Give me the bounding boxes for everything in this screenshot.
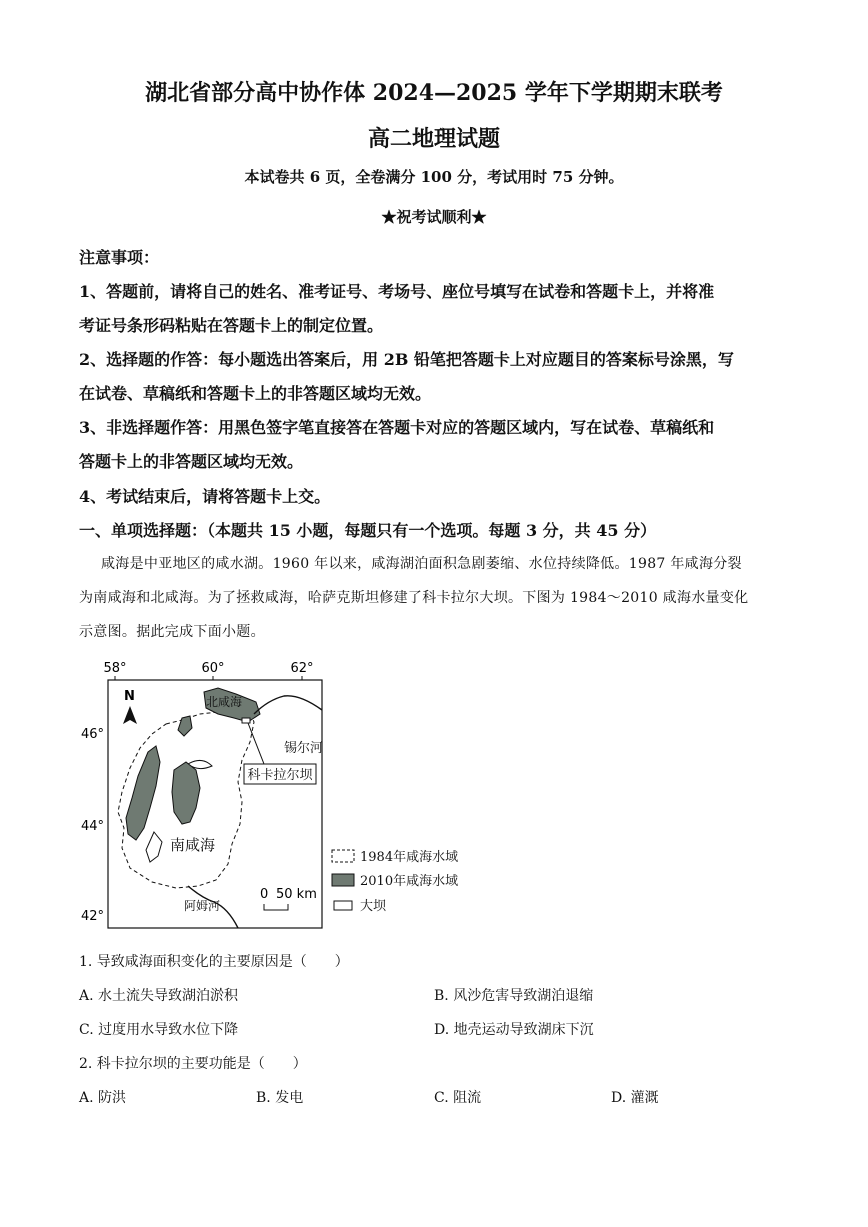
amu-darya-label: 阿姆河: [184, 899, 221, 913]
lon-label: 62°: [290, 661, 314, 676]
note-line: 答题卡上的非答题区域均无效。: [79, 452, 304, 471]
legend-1984-swatch: [332, 850, 354, 862]
question-option: A. 防洪: [79, 1090, 127, 1106]
exam-info: 本试卷共 6 页，全卷满分 100 分，考试用时 75 分钟。: [244, 168, 624, 186]
question-option: B. 风沙危害导致湖泊退缩: [434, 988, 594, 1004]
scale-distance: 50 km: [276, 887, 317, 902]
dam-leader: [248, 723, 264, 764]
note-line: 2、选择题的作答：每小题选出答案后，用 2B 铅笔把答题卡上对应题目的答案标号涂黑，写: [79, 350, 734, 369]
section-heading: 一、单项选择题：（本题共 15 小题，每题只有一个选项。每题 3 分，共 45 分）: [79, 521, 657, 540]
syr-darya-river: [254, 696, 322, 714]
lon-label: 60°: [201, 661, 225, 676]
lon-label: 58°: [103, 661, 127, 676]
north-label: N: [124, 689, 135, 704]
note-line: 4、考试结束后，请将答题卡上交。: [79, 487, 331, 506]
scale-zero: 0: [260, 887, 269, 902]
note-line: 在试卷、草稿纸和答题卡上的非答题区域均无效。: [79, 384, 432, 403]
lat-label: 46°: [81, 727, 105, 742]
note-line: 1、答题前，请将自己的姓名、准考证号、考场号、座位号填写在试卷和答题卡上，并将准: [79, 282, 715, 301]
question-option: C. 阻流: [434, 1090, 482, 1106]
south-aral-east-2010: [172, 762, 200, 824]
question-option: B. 发电: [256, 1090, 304, 1106]
lat-label: 42°: [81, 909, 105, 924]
exam-subtitle: 高二地理试题: [367, 126, 500, 152]
exam-title: 湖北省部分高中协作体 2024—2025 学年下学期期末联考: [145, 80, 723, 106]
note-line: 考证号条形码粘贴在答题卡上的制定位置。: [79, 316, 384, 335]
legend-dam-label: 大坝: [360, 899, 387, 914]
north-aral-bay: [178, 716, 192, 736]
question-stem: 1. 导致咸海面积变化的主要原因是（ ）: [79, 954, 349, 970]
question-option: C. 过度用水导致水位下降: [79, 1022, 239, 1038]
legend-dam-swatch: [334, 901, 352, 910]
legend-1984-label: 1984年咸海水域: [360, 850, 459, 865]
passage-line: 为南咸海和北咸海。为了拯救咸海，哈萨克斯坦修建了科卡拉尔大坝。下图为 1984～2010 咸海水量变化: [79, 590, 749, 606]
scale-bar: [264, 904, 288, 910]
legend-2010-swatch: [332, 874, 354, 886]
exam-wish: ★祝考试顺利★: [381, 208, 487, 226]
north-arrow-icon: [123, 706, 137, 724]
question-option: A. 水土流失导致湖泊淤积: [79, 988, 239, 1004]
legend-2010-label: 2010年咸海水域: [360, 874, 459, 889]
note-line: 3、非选择题作答：用黑色签字笔直接答在答题卡对应的答题区域内，写在试卷、草稿纸和: [79, 418, 715, 437]
notes-heading: 注意事项：: [79, 248, 160, 267]
passage-line: 咸海是中亚地区的咸水湖。1960 年以来，咸海湖泊面积急剧萎缩、水位持续降低。1987 年咸海分裂: [101, 556, 742, 572]
south-aral-west-2010: [126, 746, 160, 840]
passage-line: 示意图。据此完成下面小题。: [79, 624, 265, 640]
dam-marker: [242, 718, 250, 723]
question-stem: 2. 科卡拉尔坝的主要功能是（ ）: [79, 1056, 307, 1072]
aral-sea-map: [78, 652, 498, 937]
dam-label: 科卡拉尔坝: [247, 768, 313, 783]
north-lake-label: 北咸海: [206, 695, 243, 709]
syr-darya-label: 锡尔河: [284, 741, 324, 756]
lat-label: 44°: [81, 819, 105, 834]
question-option: D. 地壳运动导致湖床下沉: [434, 1022, 594, 1038]
south-lake-label: 南咸海: [170, 836, 216, 854]
question-option: D. 灌溉: [611, 1090, 659, 1106]
